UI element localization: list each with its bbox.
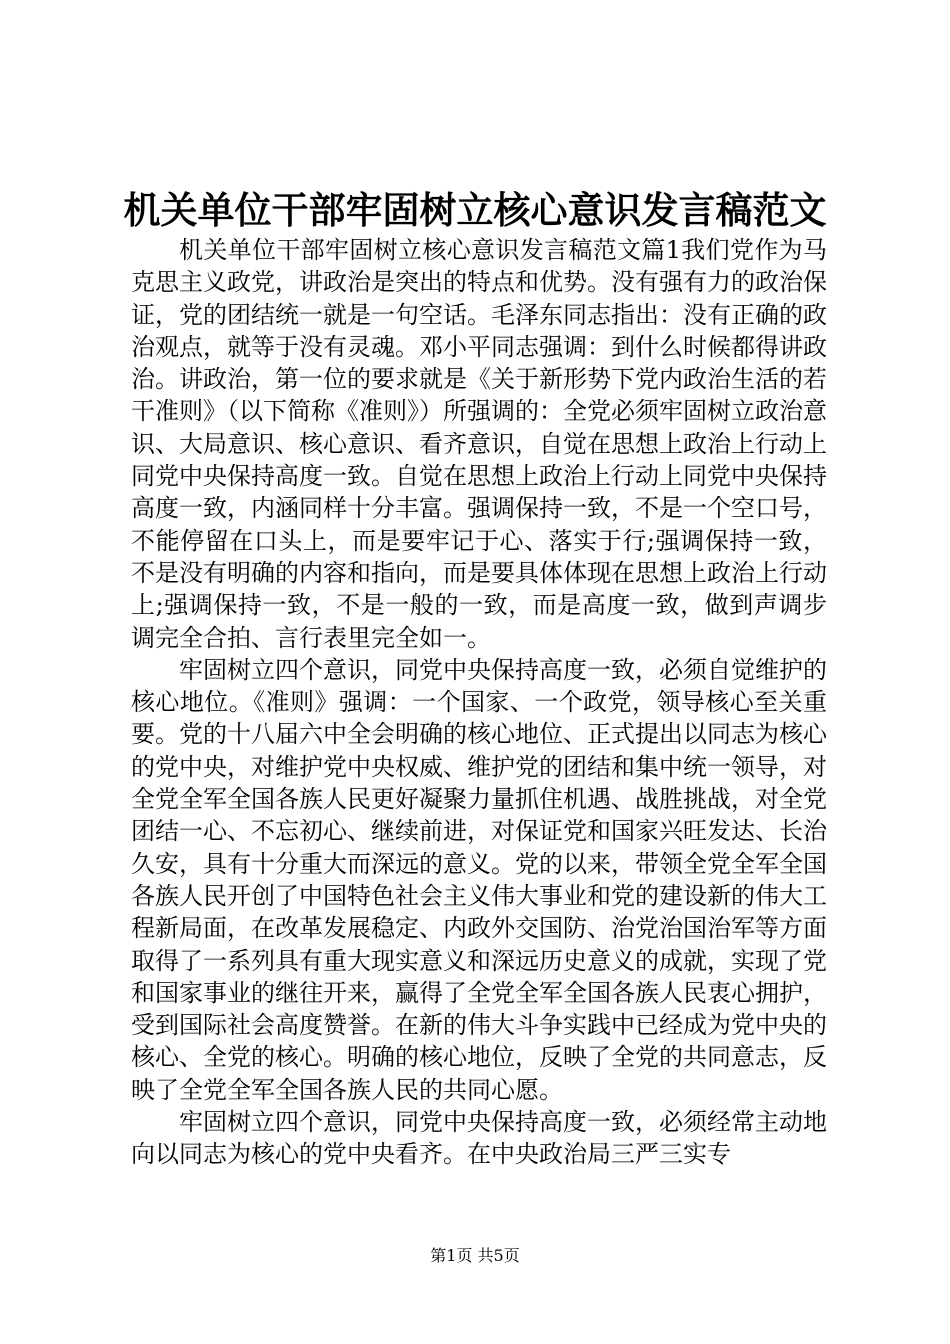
paragraph-2: 牢固树立四个意识，同党中央保持高度一致，必须自觉维护的核心地位。《准则》强调：一个国家、一个政党，领导核心至关重要。党的十八届六中全会明确的核心地位、正式提出以同志为核心的党中央，对维护党中央权威、维护党的团结和集中统一领导，对全党全军全国各族人民更好凝聚力量抓住机遇、战胜挑战，对全党团结一心、不忘初心、继续前进，对保证党和国家兴旺发达、长治久安，具有十分重大而深远的意义。党的以来，带领全党全军全国各族人民开创了中国特色社会主义伟大事业和党的建设新的伟大工程新局面，在改革发展稳定、内政外交国防、治党治国治军等方面取得了一系列具有重大现实意义和深远历史意义的成就，实现了党和国家事业的继往开来，赢得了全党全军全国各族人民衷心拥护，受到国际社会高度赞誉。在新的伟大斗争实践中已经成为党中央的核心、全党的核心。明确的核心地位，反映了全党的共同意志，反映了全党全军全国各族人民的共同心愿。 [131, 655, 827, 1104]
document-title: 机关单位干部牢固树立核心意识发言稿范文 [123, 188, 827, 232]
paragraph-3: 牢固树立四个意识，同党中央保持高度一致，必须经常主动地向以同志为核心的党中央看齐。在中央政治局三严三实专 [131, 1108, 827, 1169]
page-number-footer: 第1页 共5页 [430, 1246, 520, 1265]
paragraph-1: 机关单位干部牢固树立核心意识发言稿范文篇1我们党作为马克思主义政党，讲政治是突出的特点和优势。没有强有力的政治保证，党的团结统一就是一句空话。毛泽东同志指出：没有正确的政治观点，就等于没有灵魂。邓小平同志强调：到什么时候都得讲政治。讲政治，第一位的要求就是《关于新形势下党内政治生活的若干准则》（以下简称《准则》）所强调的：全党必须牢固树立政治意识、大局意识、核心意识、看齐意识，自觉在思想上政治上行动上同党中央保持高度一致。自觉在思想上政治上行动上同党中央保持高度一致，内涵同样十分丰富。强调保持一致，不是一个空口号，不能停留在口头上，而是要牢记于心、落实于行;强调保持一致，不是没有明确的内容和指向，而是要具体体现在思想上政治上行动上;强调保持一致，不是一般的一致，而是高度一致，做到声调步调完全合拍、言行表里完全如一。 [131, 236, 827, 652]
document-body [131, 234, 827, 1171]
